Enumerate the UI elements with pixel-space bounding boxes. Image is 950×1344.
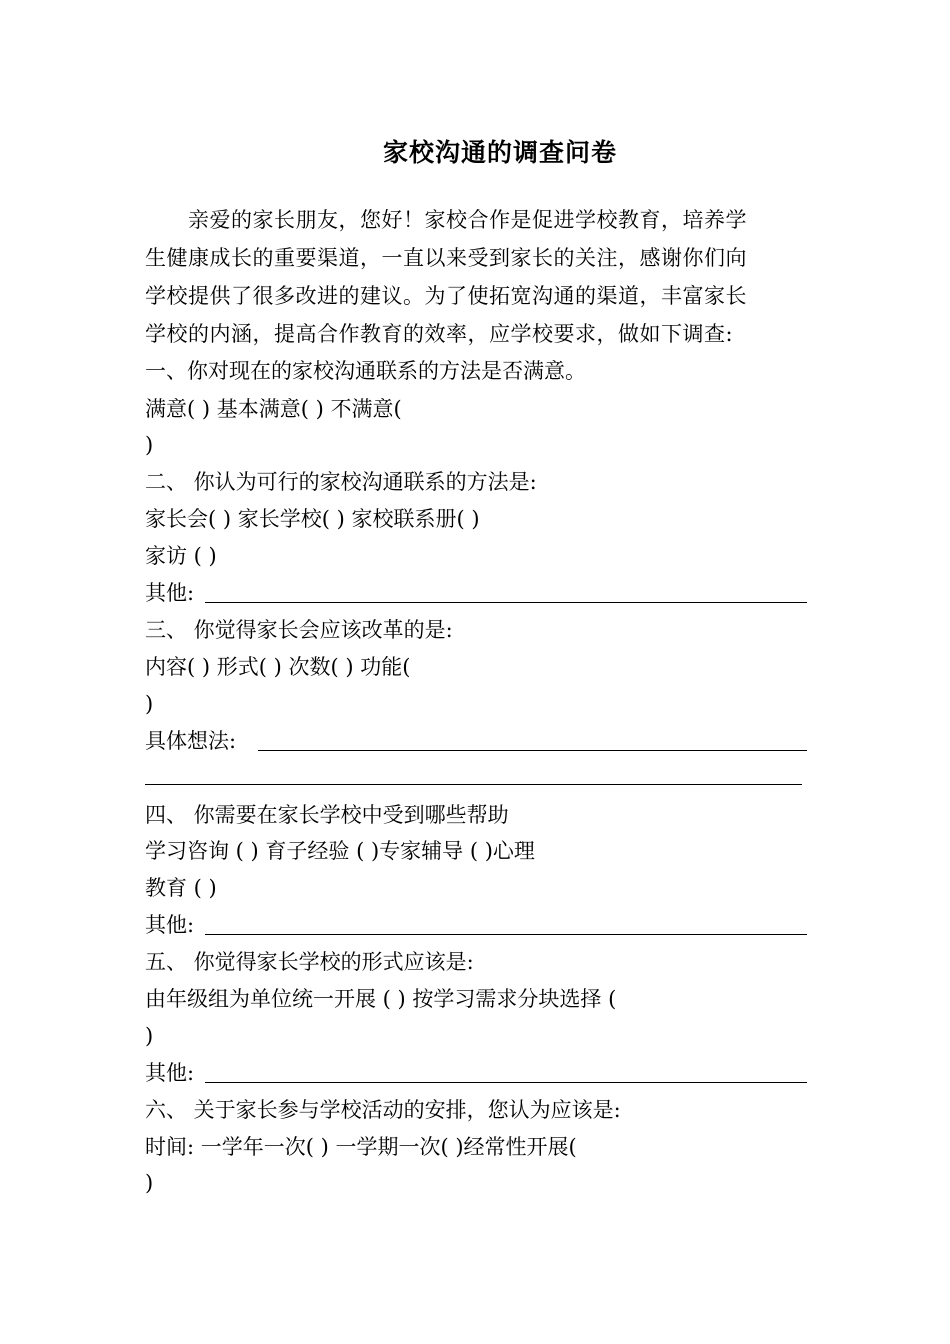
question-2-other-field[interactable] <box>205 602 807 603</box>
question-4: 四、 你需要在家长学校中受到哪些帮助 <box>145 803 509 827</box>
question-5-other-field[interactable] <box>205 1082 807 1083</box>
question-5-options-cont[interactable]: ) <box>145 1024 154 1048</box>
question-4-options-cont[interactable]: 教育 ( ) <box>145 876 217 900</box>
question-6: 六、 关于家长参与学校活动的安排，您认为应该是: <box>145 1098 621 1122</box>
intro-line-3: 学校提供了很多改进的建议。为了使拓宽沟通的渠道，丰富家长 <box>145 284 747 308</box>
question-5-options[interactable]: 由年级组为单位统一开展 ( ) 按学习需求分块选择 ( <box>145 987 617 1011</box>
question-3: 三、 你觉得家长会应该改革的是: <box>145 618 453 642</box>
question-3-detail-field-2[interactable] <box>145 784 802 785</box>
question-1-options[interactable]: 满意( ) 基本满意( ) 不满意( <box>145 397 402 421</box>
question-5: 五、 你觉得家长学校的形式应该是: <box>145 950 474 974</box>
question-6-options-cont[interactable]: ) <box>145 1171 154 1195</box>
intro-line-1: 亲爱的家长朋友，您好！家校合作是促进学校教育，培养学 <box>145 208 747 232</box>
question-2-options[interactable]: 家长会( ) 家长学校( ) 家校联系册( ) <box>145 507 480 531</box>
question-4-other-field[interactable] <box>205 934 807 935</box>
question-5-other-label: 其他: <box>145 1061 195 1085</box>
question-3-options-cont[interactable]: ) <box>145 692 154 716</box>
question-4-options[interactable]: 学习咨询 ( ) 育子经验 ( )专家辅导 ( )心理 <box>145 839 535 863</box>
question-2-other-label: 其他: <box>145 581 195 605</box>
question-3-detail-label: 具体想法: <box>145 729 237 753</box>
question-2-options-cont[interactable]: 家访 ( ) <box>145 544 217 568</box>
page-title: 家校沟通的调查问卷 <box>382 138 617 167</box>
question-3-detail-field[interactable] <box>258 750 807 751</box>
question-3-options[interactable]: 内容( ) 形式( ) 次数( ) 功能( <box>145 655 411 679</box>
intro-line-2: 生健康成长的重要渠道，一直以来受到家长的关注，感谢你们向 <box>145 246 747 270</box>
question-6-options[interactable]: 时间: 一学年一次( ) 一学期一次( )经常性开展( <box>145 1135 577 1159</box>
question-1-options-cont[interactable]: ) <box>145 433 154 457</box>
intro-line-4: 学校的内涵，提高合作教育的效率，应学校要求，做如下调查: <box>145 322 734 346</box>
question-1: 一、你对现在的家校沟通联系的方法是否满意。 <box>145 359 586 383</box>
question-2: 二、 你认为可行的家校沟通联系的方法是: <box>145 470 537 494</box>
question-4-other-label: 其他: <box>145 913 195 937</box>
